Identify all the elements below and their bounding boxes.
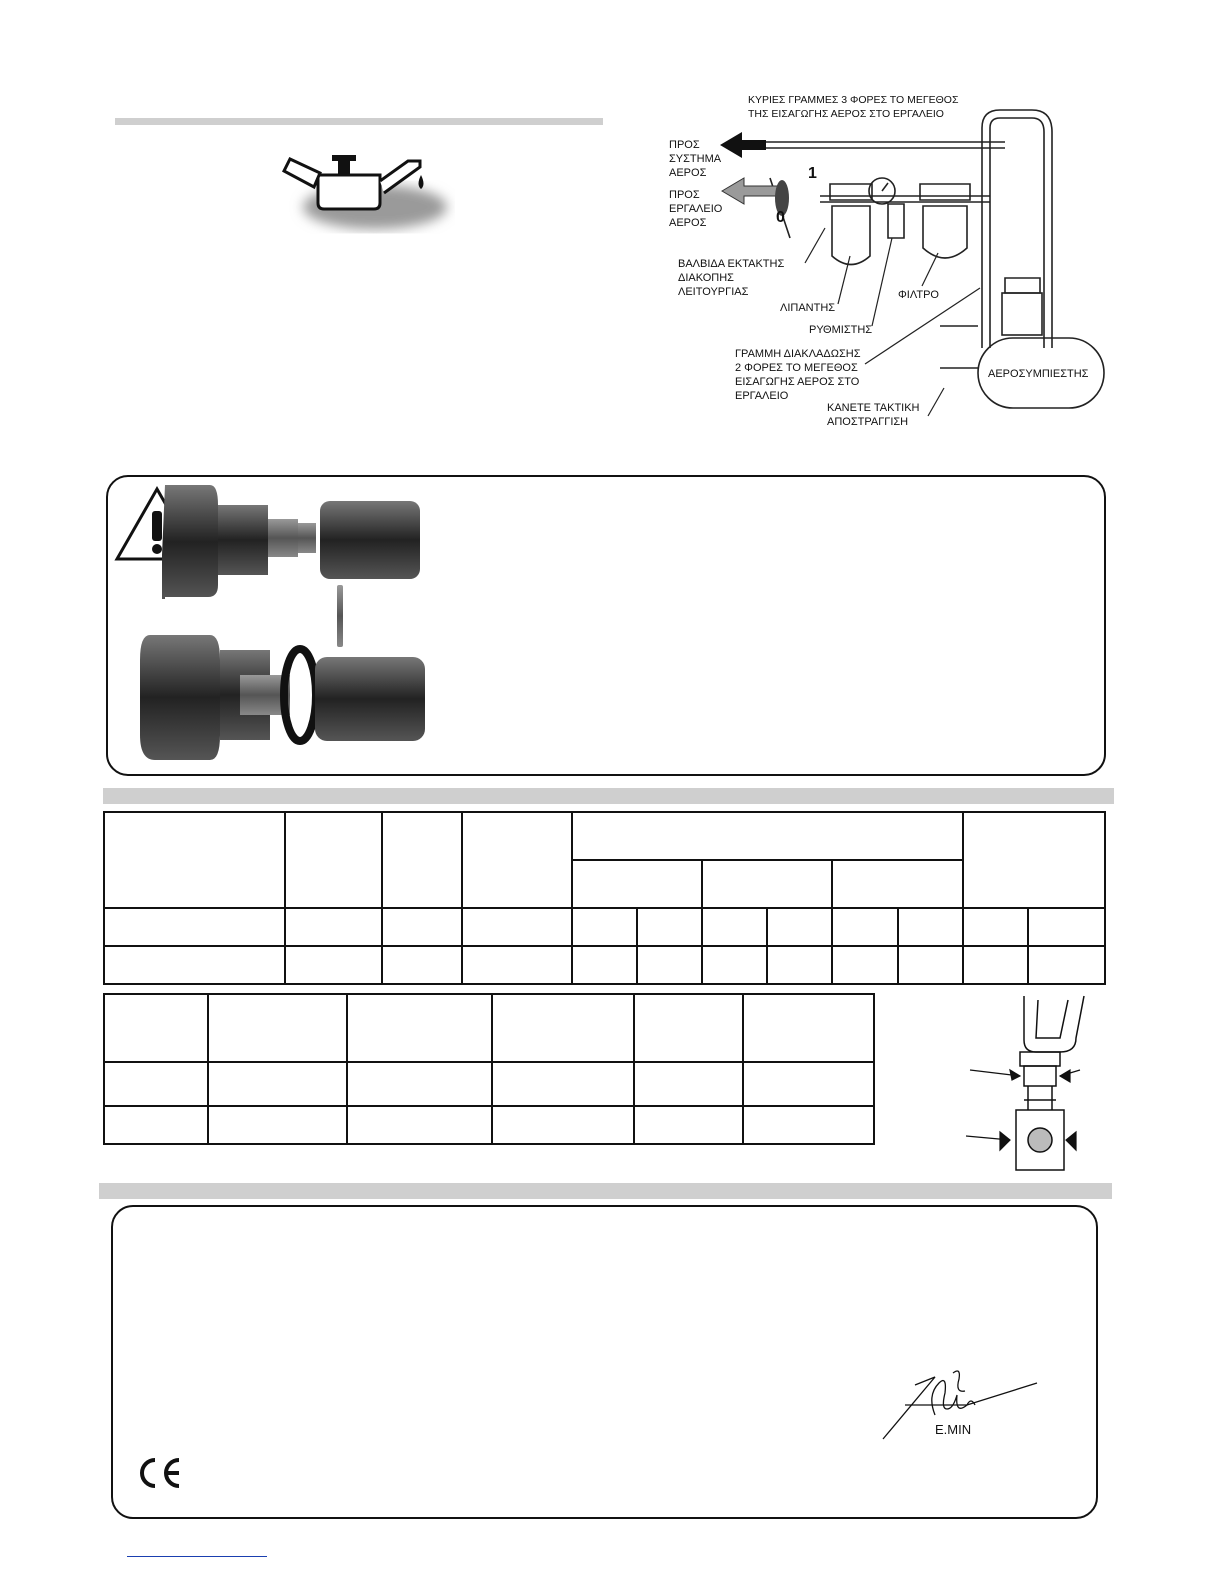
declaration-section-bar	[99, 1183, 1112, 1199]
footer-link-underline[interactable]	[127, 1556, 267, 1557]
spec1-header-cell	[572, 812, 963, 860]
label-filter: ΦΙΛΤΡΟ	[898, 289, 939, 301]
table-row	[104, 1106, 874, 1144]
spec-table-2	[103, 993, 875, 1145]
table-row	[104, 1062, 874, 1106]
label-main-lines: ΚΥΡΙΕΣ ΓΡΑΜΜΕΣ 3 ΦΟΡΕΣ ΤΟ ΜΕΓΕΘΟΣ ΤΗΣ ΕΙΣΑΓΩΓΗΣ ΑΕΡΟΣ ΣΤΟ ΕΡΓΑΛΕΙΟ	[748, 94, 959, 120]
spec1-header-cell	[104, 812, 285, 908]
spec1-subheader-cell	[702, 860, 832, 908]
label-drain: ΚΑΝΕΤΕ ΤΑΚΤΙΚΗ ΑΠΟΣΤΡΑΓΓΙΣΗ	[827, 402, 920, 428]
spec1-subheader-cell	[572, 860, 702, 908]
declaration-box	[111, 1205, 1098, 1519]
label-to-air-system: ΠΡΟΣ ΣΥΣΤΗΜΑ ΑΕΡΟΣ	[669, 139, 722, 179]
spec1-header-cell	[382, 812, 462, 908]
label-lubricator: ΛΙΠΑΝΤΗΣ	[780, 302, 836, 314]
table-row	[104, 908, 1105, 946]
label-to-air-tool: ΠΡΟΣ ΕΡΓΑΛΕΙΟ ΑΕΡΟΣ	[669, 189, 723, 229]
spec1-subheader-cell	[832, 860, 962, 908]
spec1-header-cell	[462, 812, 572, 908]
oil-can-icon	[280, 145, 455, 240]
spec1-header-cell	[285, 812, 381, 908]
table-row	[104, 994, 874, 1062]
spec-table-1	[103, 811, 1106, 985]
label-regulator: ΡΥΘΜΙΣΤΗΣ	[809, 324, 873, 336]
label-valve-on: 1	[808, 165, 817, 182]
top-left-rule	[115, 118, 603, 125]
socket-assembly-image	[140, 485, 440, 765]
hose-fitting-diagram	[960, 990, 1090, 1175]
label-compressor: ΑΕΡΟΣΥΜΠΙΕΣΤΗΣ	[988, 368, 1089, 380]
spec-section-bar	[103, 788, 1114, 804]
label-valve-off: 0	[776, 209, 785, 226]
ce-mark-icon	[133, 1457, 181, 1489]
table-row	[104, 946, 1105, 984]
spec1-header-cell	[963, 812, 1105, 908]
label-branch-line: ΓΡΑΜΜΗ ΔΙΑΚΛΑΔΩΣΗΣ 2 ΦΟΡΕΣ ΤΟ ΜΕΓΕΘΟΣ ΕΙΣΑΓΩΓΗΣ ΑΕΡΟΣ ΣΤΟ ΕΡΓΑΛΕΙΟ	[735, 348, 861, 402]
signature-name: E.MIN	[935, 1422, 972, 1437]
label-emergency-valve: ΒΑΛΒΙΔΑ ΕΚΤΑΚΤΗΣ ΔΙΑΚΟΠΗΣ ΛΕΙΤΟΥΡΓΙΑΣ	[678, 258, 785, 298]
